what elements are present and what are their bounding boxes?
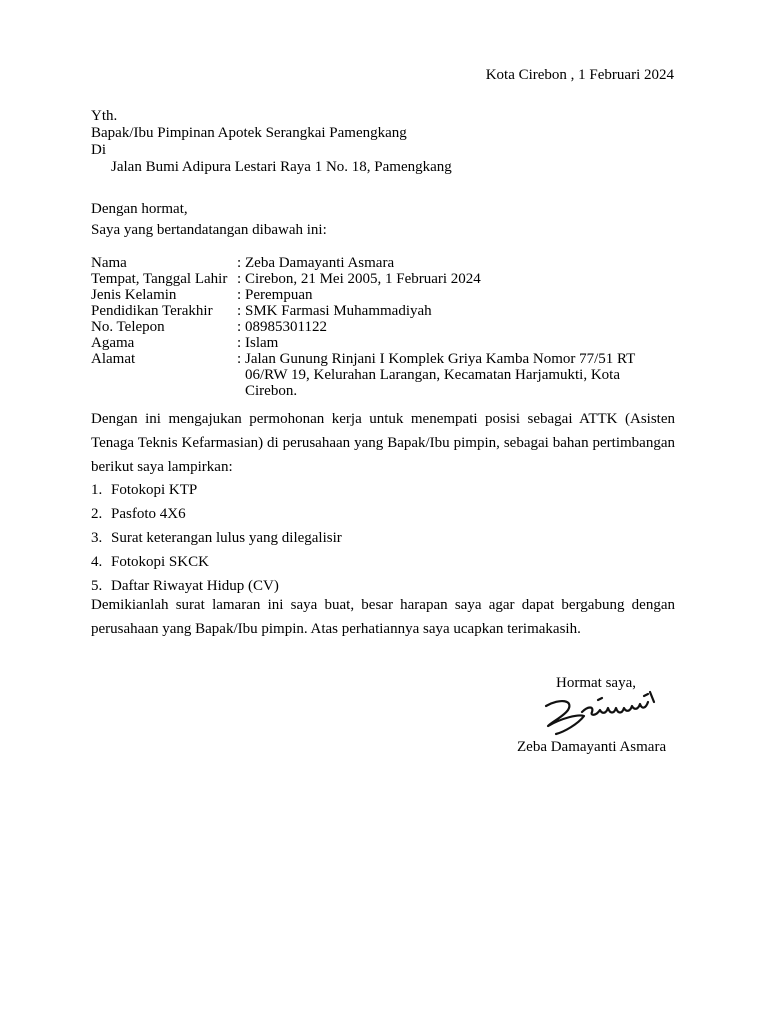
detail-label: No. Telepon bbox=[91, 319, 165, 335]
attachment-list bbox=[91, 478, 342, 598]
list-item bbox=[91, 550, 342, 574]
detail-separator: : bbox=[237, 255, 242, 271]
detail-separator: : bbox=[237, 319, 242, 335]
detail-row-gender bbox=[91, 287, 661, 303]
list-text: Fotokopi KTP bbox=[111, 482, 198, 498]
list-text: Surat keterangan lulus yang dilegalisir bbox=[111, 530, 342, 546]
letter-date: Kota Cirebon , 1 Februari 2024 bbox=[485, 67, 674, 83]
detail-value: SMK Farmasi Muhammadiyah bbox=[245, 303, 432, 319]
detail-separator: : bbox=[237, 335, 242, 351]
recipient-name: Bapak/Ibu Pimpinan Apotek Serangkai Pamengkang bbox=[91, 125, 407, 141]
list-number: 4. bbox=[91, 554, 103, 570]
detail-value: Cirebon, 21 Mei 2005, 1 Februari 2024 bbox=[245, 271, 481, 287]
application-paragraph: Dengan ini mengajukan permohonan kerja untuk menempati posisi sebagai ATTK (Asisten Tenaga Teknis Kefarmasian) di perusahaan yang Bapak/Ibu pimpin, sebagai bahan pertimbangan berikut saya lampirkan: bbox=[91, 411, 675, 475]
applicant-details bbox=[91, 255, 661, 399]
intro-line: Saya yang bertandatangan dibawah ini: bbox=[91, 222, 327, 238]
detail-label: Alamat bbox=[91, 351, 136, 367]
list-item bbox=[91, 502, 342, 526]
greeting: Dengan hormat, bbox=[91, 201, 188, 217]
detail-separator: : bbox=[237, 303, 242, 319]
recipient-di: Di bbox=[91, 142, 106, 158]
list-item bbox=[91, 526, 342, 550]
recipient-block bbox=[91, 108, 452, 176]
list-number: 3. bbox=[91, 530, 103, 546]
detail-label: Agama bbox=[91, 335, 135, 351]
list-number: 5. bbox=[91, 578, 103, 594]
detail-value: Jalan Gunung Rinjani I Komplek Griya Kamba Nomor 77/51 RT 06/RW 19, Kelurahan Larangan, Kecamatan Harjamukti, Kota Cirebon. bbox=[245, 351, 636, 399]
detail-row-religion bbox=[91, 335, 661, 351]
list-item bbox=[91, 478, 342, 502]
signer-name: Zeba Damayanti Asmara bbox=[517, 739, 667, 755]
detail-row-phone bbox=[91, 319, 661, 335]
list-number: 1. bbox=[91, 482, 103, 498]
list-number: 2. bbox=[91, 506, 103, 522]
detail-row-education bbox=[91, 303, 661, 319]
opening-block bbox=[91, 199, 327, 241]
recipient-salutation: Yth. bbox=[91, 108, 118, 124]
detail-label: Pendidikan Terakhir bbox=[91, 303, 213, 319]
closing-salutation: Hormat saya, bbox=[556, 675, 636, 691]
detail-value: Perempuan bbox=[245, 287, 313, 303]
closing-paragraph: Demikianlah surat lamaran ini saya buat, besar harapan saya agar dapat bergabung dengan perusahaan yang Bapak/Ibu pimpin. Atas perhatiannya saya ucapkan terimakasih. bbox=[91, 597, 675, 637]
detail-row-birth bbox=[91, 271, 661, 287]
detail-row-name bbox=[91, 255, 661, 271]
detail-value: Islam bbox=[245, 335, 279, 351]
detail-value: Zeba Damayanti Asmara bbox=[245, 255, 395, 271]
detail-separator: : bbox=[237, 287, 242, 303]
detail-row-address bbox=[91, 351, 661, 399]
list-text: Pasfoto 4X6 bbox=[111, 506, 186, 522]
list-text: Daftar Riwayat Hidup (CV) bbox=[111, 578, 279, 594]
list-text: Fotokopi SKCK bbox=[111, 554, 209, 570]
handwritten-signature bbox=[538, 688, 662, 738]
recipient-address: Jalan Bumi Adipura Lestari Raya 1 No. 18, Pamengkang bbox=[111, 159, 452, 175]
detail-separator: : bbox=[237, 271, 242, 287]
detail-label: Nama bbox=[91, 255, 127, 271]
detail-label: Jenis Kelamin bbox=[91, 287, 177, 303]
detail-value: 08985301122 bbox=[245, 319, 327, 335]
detail-label: Tempat, Tanggal Lahir bbox=[91, 271, 228, 287]
detail-separator: : bbox=[237, 351, 242, 367]
